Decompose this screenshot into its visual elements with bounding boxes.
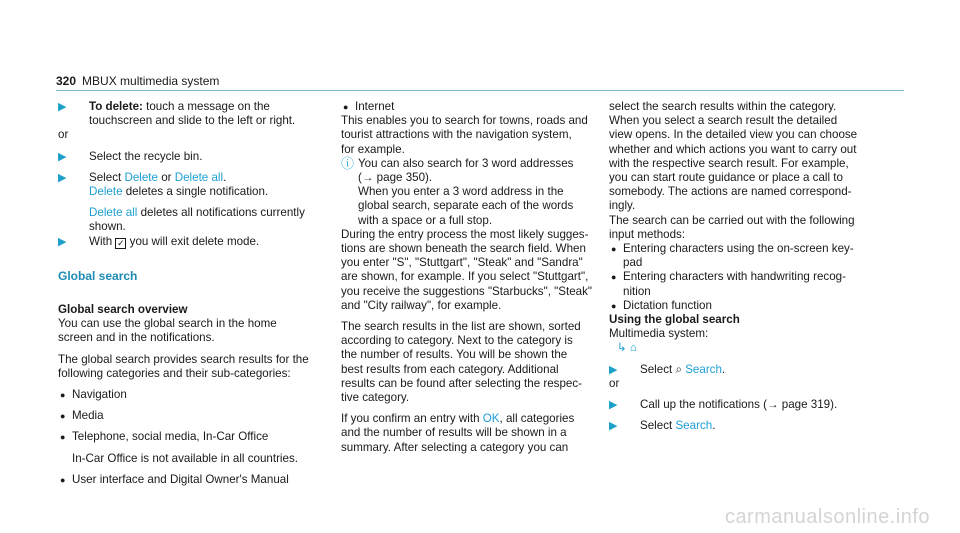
- list-item: ● Entering characters using the on-screen key- pad: [611, 242, 854, 270]
- or-text: or: [58, 128, 69, 142]
- page-header-title: MBUX multimedia system: [82, 74, 220, 88]
- list-item: ● Telephone, social media, In-Car Office: [60, 430, 269, 444]
- list-item-note: In-Car Office is not available in all countries.: [72, 451, 298, 465]
- search-link[interactable]: Search: [685, 362, 722, 376]
- column-left: ▶ To delete: touch a message on the touchscreen and slide to the left or right. or ▶ Select the recycle bin. ▶ Select Delete or Delete all. Delete deletes a single notification. Delete all deletes all notifications currently shown. ▶ With ✓ you will exit delete mode. Global search Global search overview You can use the global search in the home screen and in the notifications. The global search provides search results for the following categories and their sub-categories: ● Navigation ● Media ● Telephone, social media, In-Car Office In-Car Office is not available in all countries. ● User interface and Digital Owner's Manual: [58, 100, 328, 487]
- arrow-icon: ▶: [609, 420, 618, 433]
- watermark: carmanualsonline.info: [724, 506, 930, 528]
- delete-link[interactable]: Delete: [124, 170, 158, 184]
- arrow-icon: ▶: [58, 150, 67, 163]
- step-recycle-bin: ▶ Select the recycle bin.: [58, 149, 203, 163]
- ok-link[interactable]: OK: [482, 412, 500, 426]
- step-delete: ▶ To delete: touch a message on the touchscreen and slide to the left or right.: [58, 100, 296, 128]
- arrow-icon: ▶: [609, 363, 618, 376]
- arrow-icon: ▶: [609, 399, 618, 412]
- info-icon: ⓘ: [341, 155, 355, 171]
- search-link[interactable]: Search: [675, 419, 713, 433]
- arrow-icon: ▶: [58, 235, 67, 248]
- using-heading: Using the global search: [609, 313, 740, 327]
- section-heading: Global search: [58, 268, 138, 283]
- sub-heading: Global search overview: [58, 303, 188, 317]
- confirm-line: If you confirm an entry with OK, all categories: [341, 412, 575, 426]
- list-item: ● User interface and Digital Owner's Manual: [60, 472, 289, 486]
- step-select-search: ▶ Select ⌕ Search.: [609, 362, 726, 376]
- arrow-icon: ▶: [58, 101, 67, 113]
- step-select-delete: ▶ Select Delete or Delete all. Delete deletes a single notification.: [58, 170, 269, 199]
- step-select-search-2: ▶ Select Search.: [609, 419, 716, 433]
- page-header: [56, 74, 219, 88]
- list-item: ● Entering characters with handwriting recog- nition: [611, 270, 846, 298]
- list-item: ● Dictation function: [611, 298, 712, 312]
- arrow-icon: ▶: [58, 171, 67, 184]
- list-item: ● Internet: [343, 100, 395, 113]
- checkbox-icon: ✓: [117, 237, 125, 248]
- home-icon: ↳ ⌂: [617, 341, 637, 355]
- list-item: ● Media: [60, 409, 104, 423]
- info-note: ⓘ You can also search for 3 word addresses (→ page 350). When you enter a 3 word address in the global search, separate each of the words with a space or a full stop.: [341, 155, 574, 227]
- step-exit-delete: ▶ With ✓ you will exit delete mode.: [58, 234, 260, 248]
- list-item: ● Navigation: [60, 388, 127, 402]
- search-icon: ⌕: [675, 362, 682, 376]
- column-right: select the search results within the category. When you select a search result the detailed view opens. In the detailed view you can choose whether and which actions you want to carry out with the respective search result. For example, you can start route guidance or place a call to somebody. The actions are named correspond- ingly. The search can be carried out with the following input methods: ● Entering characters using the on-screen key- pad ● Entering characters with handwriting recog- nition ● Dictation function Using the global search Multimedia system: ↳ ⌂ ▶ Select ⌕ Search. or ▶ Call up the notifications (→ page 319). ▶ Select Search.: [609, 100, 899, 433]
- header-rule: [56, 90, 904, 91]
- column-middle: ● Internet This enables you to search for towns, roads and tourist attractions with the navigation system, for example. ⓘ You can also search for 3 word addresses (→ page 350). When you enter a 3 word address in the global search, separate each of the words with a space or a full stop. During the entry process the most likely sugges- tions are shown beneath the search field. When you enter "S", "Stuttgart", "Steak" and "Sandra" are shown, for example. If you select "Stuttgart", you receive the suggestions "Starbucks", "Steak" and "City railway", for example. The search results in the list are shown, sorted according to category. Next to the category is the number of results. You will be shown the best results from each category. Additional results can be found after selecting the respec- tive category. If you confirm an entry with OK, all categories and the number of results will be shown in a summary. After selecting a category you can: [341, 100, 603, 455]
- delete-all-link[interactable]: Delete all: [174, 170, 224, 184]
- step-call-notifications: ▶ Call up the notifications (→ page 319).: [609, 398, 838, 412]
- delete-all-desc: Delete all deletes all notifications currently shown.: [89, 206, 305, 234]
- page-number: 320: [56, 74, 77, 88]
